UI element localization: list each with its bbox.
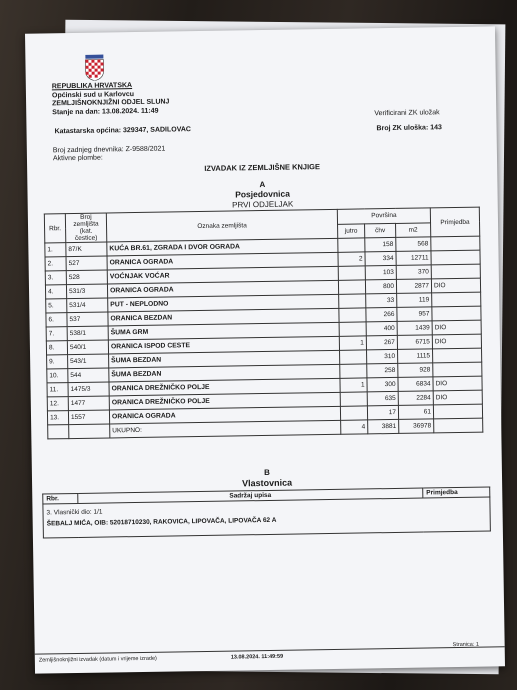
parcel-chv: 17 <box>367 405 398 419</box>
parcel-note <box>431 250 480 265</box>
cadastral-municipality: Katastarska općina: 329347, SADILOVAC <box>54 126 192 136</box>
parcel-desc: ORANICA ISPOD CESTE <box>108 336 339 354</box>
parcel-desc: ORANICA DREŽNIČKO POLJE <box>109 378 340 396</box>
parcel-rbr: 6. <box>46 313 67 327</box>
parcel-note: DIO <box>433 390 482 405</box>
office-name: ZEMLJIŠNOKNJIŽNI ODJEL SLUNJ <box>52 98 170 108</box>
parcel-chv: 103 <box>365 265 396 279</box>
parcel-desc: VOĆNJAK VOĆAR <box>107 266 338 284</box>
parcel-m2: 2877 <box>396 279 431 294</box>
parcel-note <box>431 236 480 251</box>
col-rbr: Rbr. <box>44 214 65 243</box>
header-block <box>52 81 170 117</box>
parcel-rbr: 3. <box>45 271 66 285</box>
col-b-content: Sadržaj upisa <box>78 488 423 503</box>
col-note: Primjedba <box>430 207 479 237</box>
parcel-chv: 33 <box>366 293 397 307</box>
parcel-chv: 266 <box>366 307 397 321</box>
parcel-rbr: 2. <box>45 257 66 271</box>
col-b-note: Primjedba <box>423 487 490 498</box>
parcel-jutro: 1 <box>339 336 366 350</box>
section-b-name: Vlastovnica <box>241 477 293 489</box>
parcel-desc: ŠUMA BEZDAN <box>109 350 340 368</box>
parcel-plot: 528 <box>66 270 107 285</box>
parcel-jutro <box>340 406 367 420</box>
parcel-rbr: 9. <box>47 355 68 369</box>
parcel-jutro <box>340 350 367 364</box>
parcel-m2: 61 <box>398 405 433 420</box>
parcel-jutro <box>339 308 366 322</box>
last-diary-number: Broj zadnjeg dnevnika: Z-9588/2021 <box>52 145 166 155</box>
parcel-m2: 6715 <box>397 335 432 350</box>
court-name: Općinski sud u Karlovcu <box>51 90 135 99</box>
parcel-plot: 1477 <box>68 396 109 411</box>
parcel-note <box>431 264 480 279</box>
parcel-plot: 537 <box>67 312 108 327</box>
parcel-m2: 370 <box>396 265 431 280</box>
croatian-coat-of-arms-icon <box>83 54 105 80</box>
parcel-chv: 635 <box>367 391 398 405</box>
parcel-jutro: 1 <box>340 378 367 392</box>
parcel-chv: 310 <box>367 349 398 363</box>
republic-label: REPUBLIKA HRVATSKA <box>51 82 133 91</box>
parcel-rbr: 1. <box>45 243 66 257</box>
parcel-desc: ŠUMA GRM <box>108 322 339 340</box>
parcel-m2: 568 <box>396 237 431 252</box>
parcel-note <box>433 348 482 363</box>
page-footer <box>35 641 505 664</box>
col-desc: Oznaka zemljišta <box>106 209 337 242</box>
land-registry-extract-page <box>25 26 505 673</box>
col-b-rbr: Rbr. <box>43 493 78 504</box>
parcel-note: DIO <box>432 334 481 349</box>
parcel-chv: 300 <box>367 377 398 391</box>
owners-table <box>42 486 491 538</box>
parcel-desc: ORANICA BEZDAN <box>108 308 339 326</box>
total-jutro: 4 <box>341 420 368 434</box>
owner-details: ŠEBALJ MIĆA, OIB: 52018710230, RAKOVICA, LIPOVAČA, LIPOVAČA 62 A <box>46 516 277 528</box>
parcel-note: DIO <box>431 278 480 293</box>
parcel-chv: 258 <box>367 363 398 377</box>
parcel-desc: KUĆA BR.61, ZGRADA I DVOR OGRADA <box>107 238 338 256</box>
parcel-desc: PUT - NEPLODNO <box>108 294 339 312</box>
parcel-note <box>433 362 482 377</box>
parcel-note: DIO <box>433 376 482 391</box>
parcel-m2: 1115 <box>398 349 433 364</box>
parcel-plot: 543/1 <box>68 354 109 369</box>
col-m2: m2 <box>396 222 431 237</box>
total-m2: 36978 <box>399 419 434 434</box>
parcel-rbr: 7. <box>46 327 67 341</box>
section-a-name: Posjedovnica <box>235 188 291 200</box>
parcel-jutro <box>338 238 365 252</box>
parcel-plot: 538/1 <box>67 326 108 341</box>
parcel-m2: 12711 <box>396 251 431 266</box>
status-date: Stanje na dan: 13.08.2024. 11:49 <box>52 107 159 116</box>
ownership-share: 3. Vlasnički dio: 1/1 <box>46 508 103 517</box>
parcel-jutro <box>338 280 365 294</box>
parcel-m2: 119 <box>397 293 432 308</box>
parcel-rbr: 13. <box>47 411 68 425</box>
parcel-jutro: 2 <box>338 252 365 266</box>
parcel-jutro <box>339 294 366 308</box>
parcel-chv: 158 <box>365 237 396 251</box>
land-parcels-table <box>44 207 483 440</box>
parcel-jutro <box>339 322 366 336</box>
parcel-desc: ORANICA OGRADA <box>107 280 338 298</box>
parcel-desc: ORANICA OGRADA <box>109 406 340 424</box>
parcel-desc: ORANICA OGRADA <box>107 252 338 270</box>
parcel-note <box>433 404 482 419</box>
col-jutro: jutro <box>338 223 365 238</box>
parcel-m2: 957 <box>397 307 432 322</box>
parcel-plot: 1557 <box>68 410 109 425</box>
parcel-m2: 1439 <box>397 321 432 336</box>
total-label: UKUPNO: <box>110 420 341 438</box>
parcel-rbr: 12. <box>47 397 68 411</box>
parcel-m2: 2284 <box>398 391 433 406</box>
parcel-m2: 6834 <box>398 377 433 392</box>
parcel-rbr: 4. <box>45 285 66 299</box>
parcel-plot: 527 <box>66 256 107 271</box>
page-number: Stranica: 1 <box>452 641 479 649</box>
parcel-plot: 544 <box>68 368 109 383</box>
parcel-desc: ORANICA DREŽNIČKO POLJE <box>109 392 340 410</box>
parcel-chv: 334 <box>365 251 396 265</box>
section-a-subtitle: PRVI ODJELJAK <box>232 199 294 210</box>
active-remarks: Aktivne plombe: <box>52 154 103 163</box>
parcel-chv: 267 <box>366 335 397 349</box>
section-a-letter: A <box>259 179 266 190</box>
parcel-plot: 1475/3 <box>68 382 109 397</box>
footer-label: Zemljišnoknjižni izvadak (datum i vrijeme izrade) <box>38 655 157 664</box>
parcel-jutro <box>340 392 367 406</box>
total-chv: 3881 <box>368 419 399 433</box>
col-chv: čhv <box>365 223 396 238</box>
parcel-jutro <box>340 364 367 378</box>
parcel-m2: 928 <box>398 363 433 378</box>
verified-label: Verificirani ZK uložak <box>374 109 440 118</box>
parcel-rbr: 10. <box>47 369 68 383</box>
parcel-plot: 540/1 <box>67 340 108 355</box>
parcel-note <box>432 292 481 307</box>
footer-datetime: 13.08.2024. 11:49:59 <box>230 653 284 661</box>
parcel-plot: 531/4 <box>67 298 108 313</box>
parcel-rbr: 5. <box>46 299 67 313</box>
col-area: Površina <box>337 208 430 224</box>
owner-row <box>43 497 490 538</box>
zk-number: Broj ZK uloška: 143 <box>376 124 442 133</box>
parcel-rbr: 11. <box>47 383 68 397</box>
parcel-chv: 400 <box>366 321 397 335</box>
parcel-plot: 87/K <box>66 242 107 257</box>
parcel-note <box>432 306 481 321</box>
parcel-note: DIO <box>432 320 481 335</box>
document-title: IZVADAK IZ ZEMLJIŠNE KNJIGE <box>204 162 321 173</box>
col-plot: Broj zemljišta (kat. čestice) <box>65 213 106 243</box>
parcel-jutro <box>338 266 365 280</box>
section-b-letter: B <box>263 467 270 478</box>
parcel-chv: 800 <box>365 279 396 293</box>
parcel-plot: 531/3 <box>66 284 107 299</box>
parcel-rbr: 8. <box>46 341 67 355</box>
parcel-desc: ŠUMA BEZDAN <box>109 364 340 382</box>
